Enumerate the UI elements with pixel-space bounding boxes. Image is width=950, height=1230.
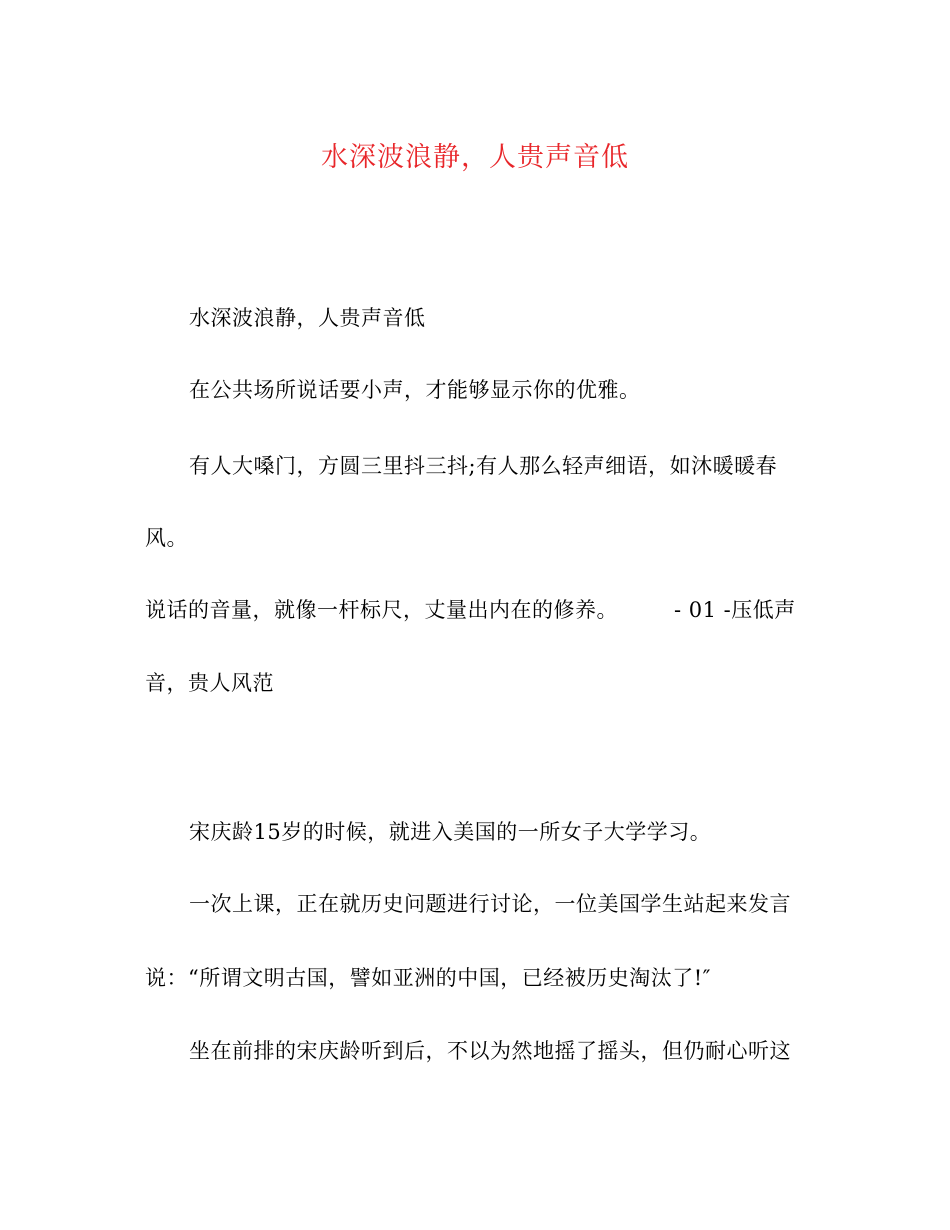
paragraph-line: 说：“所谓文明古国，譬如亚洲的中国，已经被历史淘汰了!″: [145, 966, 712, 990]
paragraph-line: 音，贵人风范: [145, 671, 274, 695]
document-title: 水深波浪静，人贵声音低: [321, 142, 629, 173]
paragraph-line: 在公共场所说话要小声，才能够显示你的优雅。: [189, 378, 641, 402]
paragraph-line: 风。: [145, 526, 188, 550]
section-marker: - 01 -压低声: [674, 598, 796, 622]
paragraph-line: [145, 569, 805, 651]
paragraph-line: 一次上课，正在就历史问题进行讨论，一位美国学生站起来发言: [189, 892, 791, 916]
paragraph-line: 宋庆龄15岁的时候，就进入美国的一所女子大学学习。: [189, 820, 712, 844]
paragraph-line: 坐在前排的宋庆龄听到后，不以为然地摇了摇头，但仍耐心听这: [189, 1039, 791, 1063]
paragraph-text: 说话的音量，就像一杆标尺，丈量出内在的修养。: [145, 598, 618, 622]
paragraph-line: 有人大嗓门，方圆三里抖三抖;有人那么轻声细语，如沐暖暖春: [189, 454, 778, 478]
paragraph-heading: 水深波浪静，人贵声音低: [189, 306, 426, 330]
